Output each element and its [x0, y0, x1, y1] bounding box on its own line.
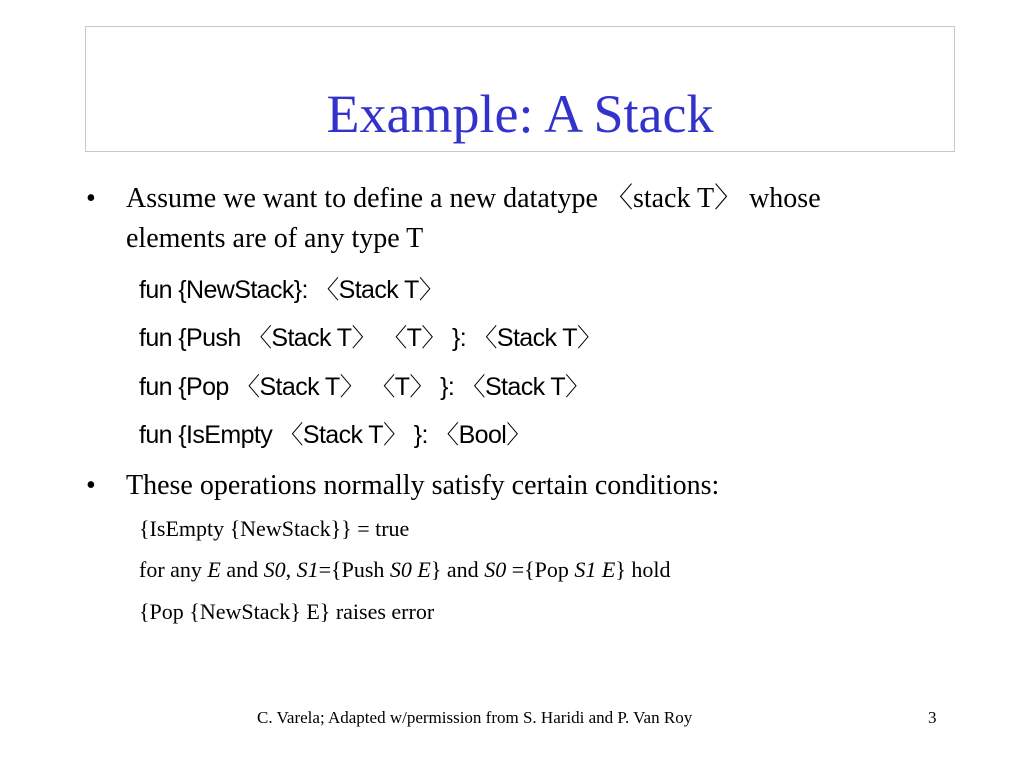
bullet-1-marker: •: [86, 183, 96, 214]
slide-title: Example: A Stack: [326, 84, 714, 144]
condition-line-3: {Pop {NewStack} E} raises error: [139, 599, 435, 624]
condition-line-2: [139, 556, 671, 584]
code-line-newstack: fun {NewStack}: 〈Stack T〉: [139, 276, 444, 304]
bullet-2-line1: These operations normally satisfy certain conditions:: [126, 470, 720, 501]
cond2-part-10: ={Pop: [506, 557, 575, 582]
cond2-part-7: S0 E: [389, 557, 431, 582]
bullet-2: [86, 466, 946, 506]
code-line-pop: fun {Pop 〈Stack T〉 〈T〉 }: 〈Stack T〉: [139, 373, 590, 401]
cond2-part-2: and: [220, 557, 264, 582]
cond2-part-8: } and: [430, 557, 485, 582]
condition-line-1: {IsEmpty {NewStack}} = true: [139, 516, 410, 541]
code-line-push: fun {Push 〈Stack T〉 〈T〉 }: 〈Stack T〉: [139, 324, 602, 352]
bullet-2-marker: •: [86, 470, 96, 501]
page-number: 3: [928, 708, 937, 727]
footer-credit: C. Varela; Adapted w/permission from S. Haridi and P. Van Roy: [257, 708, 693, 727]
cond2-part-5: S1: [296, 557, 319, 582]
cond2-part-12: } hold: [615, 557, 671, 582]
cond2-part-1: E: [207, 557, 221, 582]
cond2-part-0: for any: [139, 557, 208, 582]
cond2-part-4: ,: [285, 557, 297, 582]
title-box: [85, 26, 955, 152]
cond2-part-3: S0: [263, 557, 286, 582]
bullet-1: [86, 179, 946, 259]
cond2-part-11: S1 E: [574, 557, 616, 582]
code-line-isempty: fun {IsEmpty 〈Stack T〉 }: 〈Bool〉: [139, 421, 531, 449]
bullet-1-line1: Assume we want to define a new datatype 〈stack T〉 whose: [126, 183, 821, 214]
cond2-part-6: ={Push: [318, 557, 390, 582]
bullet-1-line2: elements are of any type T: [126, 223, 424, 254]
cond2-part-9: S0: [484, 557, 507, 582]
